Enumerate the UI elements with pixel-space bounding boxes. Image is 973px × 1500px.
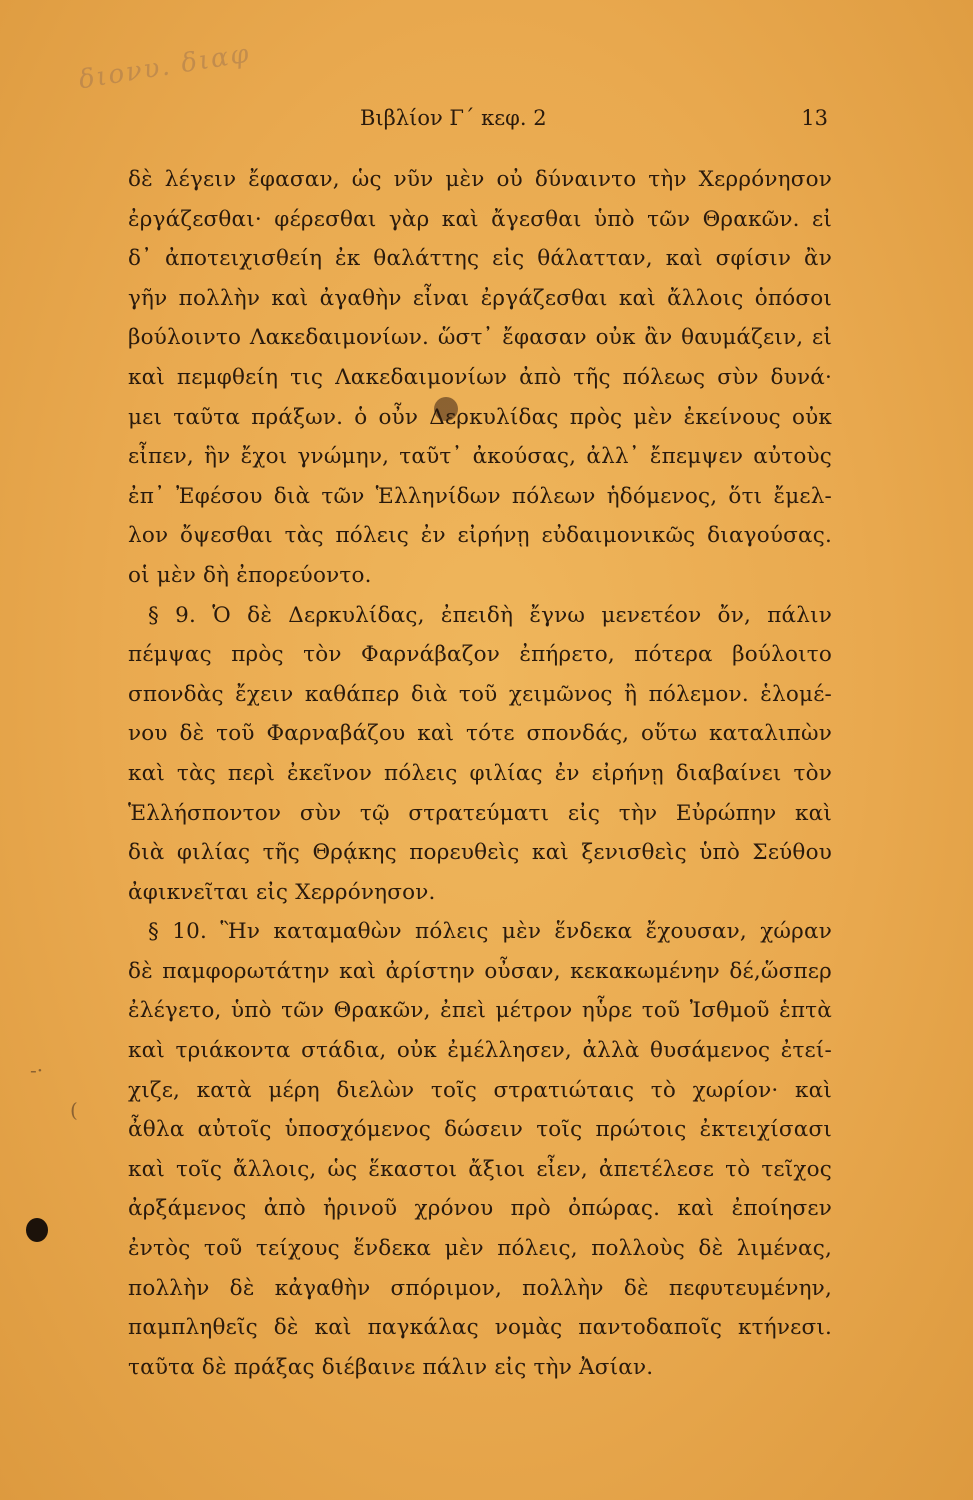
- text-line: ἐπ᾽ Ἐφέσου διὰ τῶν Ἑλληνίδων πόλεων ἡδόμενος, ὅτι ἔμελ-: [128, 483, 832, 509]
- text-line: δὲ λέγειν ἔφασαν, ὡς νῦν μὲν οὐ δύναιντο τὴν Χερρόνησον: [128, 167, 832, 192]
- running-header: [130, 106, 828, 138]
- text-line: χιζε, κατὰ μέρη διελὼν τοῖς στρατιώταις τὸ χωρίον· καὶ: [128, 1077, 832, 1103]
- text-line: πέμψας πρὸς τὸν Φαρνάβαζον ἐπήρετο, πότερα βούλοιτο: [128, 642, 832, 668]
- text-line: λον ὄψεσθαι τὰς πόλεις ἐν εἰρήνῃ εὐδαιμονικῶς διαγούσας.: [128, 523, 832, 549]
- text-line: ἀφικνεῖται εἰς Χερρόνησον.: [128, 879, 436, 905]
- text-line: εἶπεν, ἣν ἔχοι γνώμην, ταῦτ᾽ ἀκούσας, ἀλλ᾽ ἔπεμψεν αὐτοὺς: [128, 444, 832, 470]
- text-line: ἐλέγετο, ὑπὸ τῶν Θρακῶν, ἐπεὶ μέτρον ηὗρε τοῦ Ἰσθμοῦ ἑπτὰ: [128, 998, 832, 1024]
- text-line: οἱ μὲν δὴ ἐπορεύοντο.: [128, 562, 372, 588]
- text-line: σπονδὰς ἔχειν καθάπερ διὰ τοῦ χειμῶνος ἢ πόλεμον. ἑλομέ-: [128, 681, 832, 707]
- text-line: καὶ τὰς περὶ ἐκεῖνον πόλεις φιλίας ἐν εἰρήνῃ διαβαίνει τὸν: [128, 760, 832, 786]
- section-9-start: § 9. Ὁ δὲ Δερκυλίδας, ἐπειδὴ ἔγνω μενετέον ὄν, πάλιν: [148, 602, 832, 628]
- text-line: ταῦτα δὲ πράξας διέβαινε πάλιν εἰς τὴν Ἀσίαν.: [128, 1354, 654, 1380]
- text-line: ἆθλα αὐτοῖς ὑποσχόμενος δώσειν τοῖς πρώτοις ἐκτειχίσασι: [128, 1117, 832, 1143]
- text-line: διὰ φιλίας τῆς Θρᾴκης πορευθεὶς καὶ ξενισθεὶς ὑπὸ Σεύθου: [128, 840, 832, 866]
- ink-blot-margin: [26, 1218, 48, 1242]
- text-line: δὲ παμφορωτάτην καὶ ἀρίστην οὖσαν, κεκακωμένην δέ,ὥσπερ: [128, 958, 832, 984]
- text-line: καὶ τοῖς ἄλλοις, ὡς ἕκαστοι ἄξιοι εἶεν, ἀπετέλεσε τὸ τεῖχος: [128, 1156, 832, 1182]
- text-line: πολλὴν δὲ κἀγαθὴν σπόριμον, πολλὴν δὲ πεφυτευμένην,: [128, 1275, 832, 1301]
- section-10-start: § 10. Ἣν καταμαθὼν πόλεις μὲν ἕνδεκα ἔχουσαν, χώραν: [148, 919, 832, 945]
- text-line: ἐργάζεσθαι· φέρεσθαι γὰρ καὶ ἄγεσθαι ὑπὸ τῶν Θρακῶν. εἰ: [128, 206, 832, 232]
- text-line: δ᾽ ἀποτειχισθείη ἐκ θαλάττης εἰς θάλατταν, καὶ σφίσιν ἂν: [128, 246, 832, 272]
- page-number: 13: [801, 106, 828, 130]
- text-line: παμπληθεῖς δὲ καὶ παγκάλας νομὰς παντοδαποῖς κτήνεσι.: [128, 1315, 832, 1341]
- margin-mark: -·: [30, 1058, 44, 1082]
- running-title: Βιβλίον Γ΄ κεφ. 2: [360, 106, 547, 130]
- text-line: νου δὲ τοῦ Φαρναβάζου καὶ τότε σπονδάς, οὕτω καταλιπὼν: [128, 721, 832, 747]
- text-line: Ἑλλήσποντον σὺν τῷ στρατεύματι εἰς τὴν Εὐρώπην καὶ: [128, 800, 832, 826]
- text-line: γῆν πολλὴν καὶ ἀγαθὴν εἶναι ἐργάζεσθαι καὶ ἄλλοις ὁπόσοι: [128, 285, 832, 311]
- text-line: ἀρξάμενος ἀπὸ ἠρινοῦ χρόνου πρὸ ὀπώρας. καὶ ἐποίησεν: [128, 1196, 832, 1222]
- text-line: ἐντὸς τοῦ τείχους ἕνδεκα μὲν πόλεις, πολλοὺς δὲ λιμένας,: [128, 1236, 832, 1262]
- text-line: καὶ πεμφθείη τις Λακεδαιμονίων ἀπὸ τῆς πόλεως σὺν δυνά·: [128, 364, 832, 390]
- pencil-annotation: διονυ. διαφ: [76, 38, 253, 96]
- text-line: καὶ τριάκοντα στάδια, οὐκ ἐμέλλησεν, ἀλλὰ θυσάμενος ἐτεί-: [128, 1038, 832, 1064]
- text-line: μει ταῦτα πράξων. ὁ οὖν Δερκυλίδας πρὸς μὲν ἐκείνους οὐκ: [128, 404, 832, 430]
- body-text: [128, 160, 832, 1387]
- text-line: βούλοιντο Λακεδαιμονίων. ὥστ᾽ ἔφασαν οὐκ ἂν θαυμάζειν, εἰ: [128, 325, 832, 351]
- margin-mark: (: [70, 1098, 78, 1122]
